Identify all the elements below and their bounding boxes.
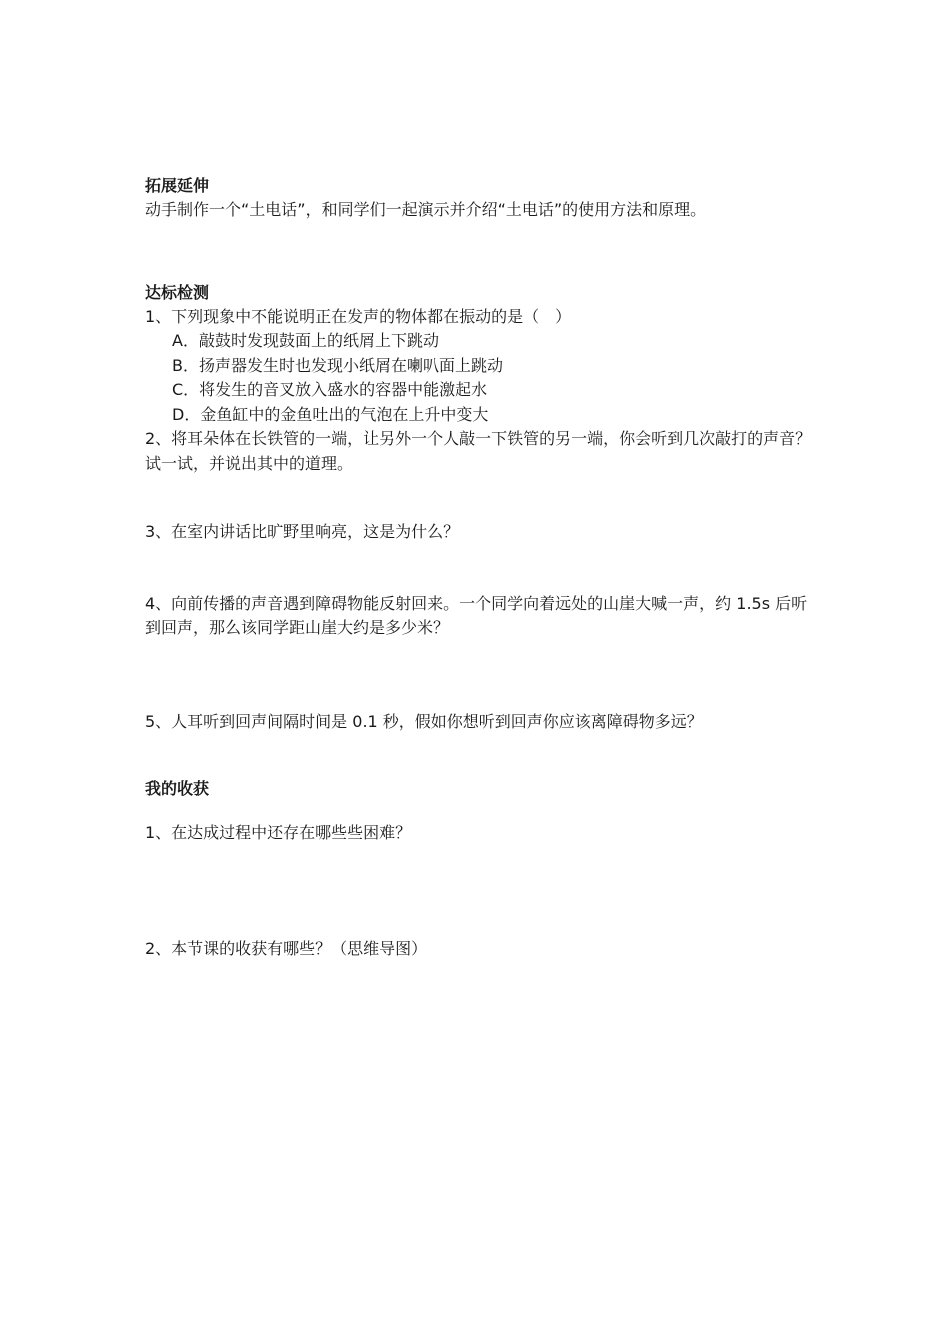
question-3: 3、在室内讲话比旷野里响亮，这是为什么？ — [145, 522, 460, 541]
question-1-option-a: A．敲鼓时发现鼓面上的纸屑上下跳动 — [172, 331, 439, 350]
question-4: 4、向前传播的声音遇到障碍物能反射回来。一个同学向着远处的山崖大喊一声，约 1.5s 后听到回声，那么该同学距山崖大约是多少米？ — [145, 593, 808, 637]
harvest-question-2: 2、本节课的收获有哪些？（思维导图） — [145, 938, 428, 958]
question-1-option-b: B．扬声器发生时也发现小纸屑在喇叭面上跳动 — [172, 355, 503, 375]
question-1-option-d: D．金鱼缸中的金鱼吐出的气泡在上升中变大 — [172, 404, 489, 424]
harvest-heading: 我的收获 — [145, 779, 210, 798]
spacer — [145, 641, 815, 710]
question-1: 1、下列现象中不能说明正在发声的物体都在振动的是（ ） — [145, 306, 572, 326]
spacer — [145, 734, 815, 777]
extension-text: 动手制作一个“土电话”，和同学们一起演示并介绍“土电话”的使用方法和原理。 — [145, 200, 707, 219]
question-1-option-c: C．将发生的音叉放入盛水的容器中能激起水 — [172, 380, 488, 399]
extension-heading: 拓展延伸 — [145, 176, 210, 195]
spacer — [145, 545, 815, 592]
test-heading: 达标检测 — [145, 282, 210, 302]
spacer — [145, 801, 815, 821]
question-5: 5、人耳听到回声间隔时间是 0.1 秒，假如你想听到回声你应该离障碍物多远？ — [145, 711, 703, 731]
spacer — [145, 223, 815, 281]
spacer — [145, 846, 815, 937]
question-2: 2、将耳朵体在长铁管的一端，让另外一个人敲一下铁管的另一端，你会听到几次敲打的声音？试一试，并说出其中的道理。 — [145, 429, 812, 473]
spacer — [145, 476, 815, 520]
harvest-question-1: 1、在达成过程中还存在哪些些困难？ — [145, 823, 412, 842]
document-content — [145, 174, 815, 961]
